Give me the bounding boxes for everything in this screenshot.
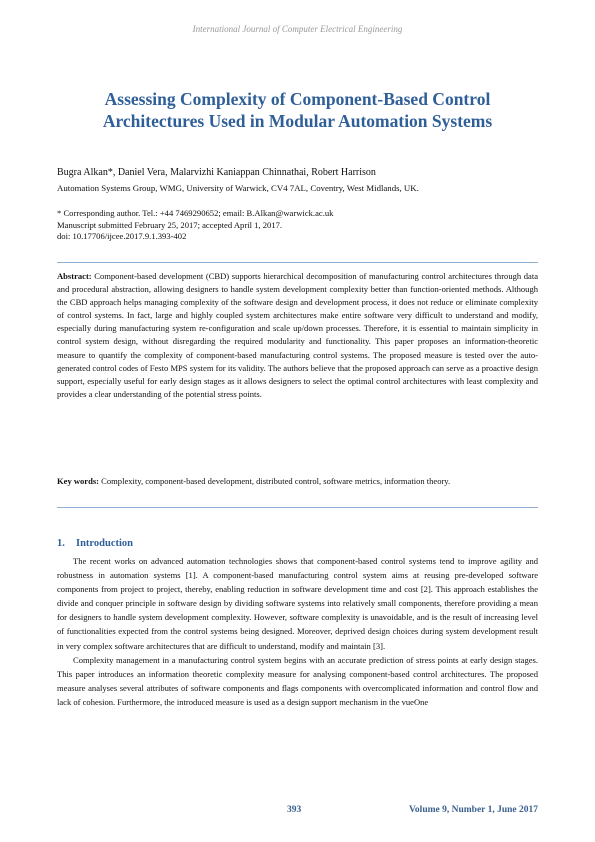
section-title: Introduction (76, 538, 133, 549)
abstract-text: Component-based development (CBD) supports hierarchical decomposition of manufacturing control architectures through data and procedural abstraction, allowing designers to handle system development complexity better than function-oriented methods. Although the CBD approach helps managing complexity of the software design and development process, it does not reduce or eliminate complexity of control systems. In fact, large and highly coupled system architectures make entire software very difficult to understand and modify, especially during manufacturing system re-configuration and scale up/down processes. Therefore, it is essential to maintain simplicity in control system design, without disregarding the required modularity and functionality. This paper proposes an information-theoretic measure to quantify the complexity of component-based manufacturing control systems. The proposed measure is tested over the auto-generated control codes of Festo MPS system for its validity. The authors believe that the proposed approach can serve as a proactive design support, especially useful for early design stages as it allows designers to select the optimal control architectures with least complexity and provides a clear understanding of the potential stress points. (57, 271, 538, 399)
doi: doi: 10.17706/ijcee.2017.9.1.393-402 (57, 231, 187, 242)
section-number: 1. (57, 538, 65, 549)
author-affiliation: Automation Systems Group, WMG, University of Warwick, CV4 7AL, Coventry, West Midlands, UK. (57, 183, 419, 193)
abstract (57, 270, 538, 401)
page-number: 393 (287, 805, 302, 815)
paper-title-line-2: Architectures Used in Modular Automation Systems (102, 111, 493, 131)
paragraph: Complexity management in a manufacturing control system begins with an accurate prediction of stress points at early design stages. This paper introduces an information theoretic complexity measure for analysing component-based control architectures. The proposed measure analyses several attributes of software components and flags components with overcomplicated information and control flow and lack of cohesion. Furthermore, the introduced measure is used as a design support mechanism in the vueOne (57, 654, 538, 707)
paper-title-line-1: Assessing Complexity of Component-Based Control (104, 89, 491, 109)
introduction-body (57, 554, 538, 709)
running-header: International Journal of Computer Electrical Engineering (192, 24, 403, 34)
abstract-label: Abstract: (57, 271, 92, 281)
volume-info: Volume 9, Number 1, June 2017 (408, 805, 538, 815)
abstract-top-divider (57, 262, 538, 263)
keywords (57, 475, 538, 488)
author-list: Bugra Alkan*, Daniel Vera, Malarvizhi Kaniappan Chinnathai, Robert Harrison (57, 167, 376, 178)
corresponding-author: * Corresponding author. Tel.: +44 7469290652; email: B.Alkan@warwick.ac.uk (57, 208, 334, 218)
paper-title (57, 88, 538, 132)
keywords-label: Key words: (57, 476, 100, 486)
manuscript-dates: Manuscript submitted February 25, 2017; accepted April 1, 2017. (57, 219, 283, 230)
paper-metadata (57, 208, 333, 243)
section-heading-introduction (57, 538, 133, 549)
abstract-bottom-divider (57, 507, 538, 508)
paragraph: The recent works on advanced automation technologies shows that component-based control systems tend to improve agility and robustness in automation systems [1]. A component-based manufacturing control system aims at reusing pre-developed software components from project to project, thereby, enabling reduction in software development time and cost [2]. This approach establishes the divide and conquer principle in software design by dividing software systems into relatively small components, therefore providing a mean for designers to handle system development complexity. However, software complexity is unavoidable, and is the result of increasing level of functionalities expected from the control systems being designed. Moreover, deprived design choices during system development result in very complex software architectures that are difficult to understand, modify and maintain [3]. (57, 556, 538, 651)
keywords-text: Complexity, component-based development, distributed control, software metrics, information theory. (101, 476, 451, 486)
